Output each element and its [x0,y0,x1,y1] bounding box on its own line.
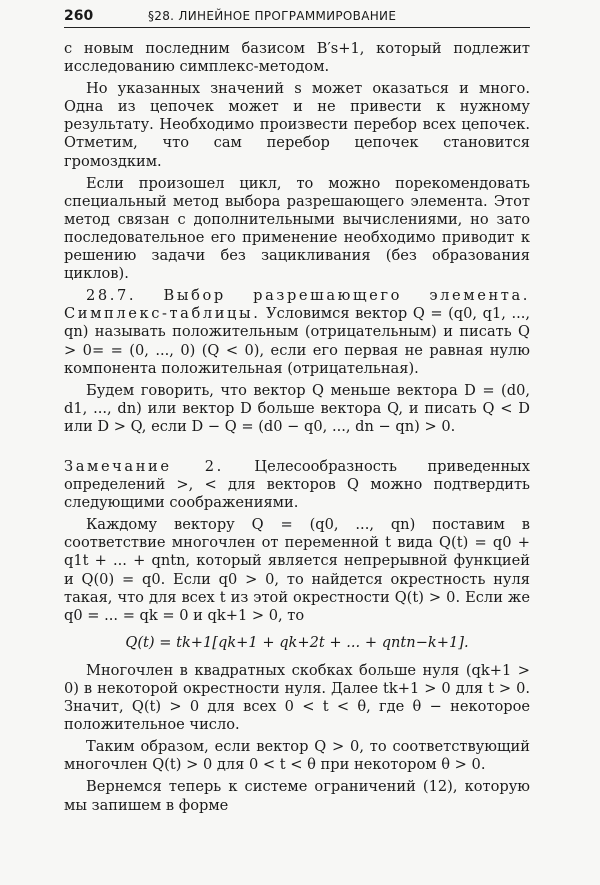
running-head: §28. ЛИНЕЙНОЕ ПРОГРАММИРОВАНИЕ [148,9,397,23]
paragraph-2: Но указанных значений s может оказаться и много. Одна из цепочек может и не привести к нужному результату. Необходимо произвести перебор всех цепочек. Отметим, что сам перебор цепочек становится громоздким. [64,80,530,170]
paragraph-bracket: Многочлен в квадратных скобках больше нуля (qk+1 > 0) в некоторой окрестности нуля. Далее tk+1 > 0 для t > 0. Значит, Q(t) > 0 для всех 0 < t < θ, где θ − некоторое положительное число. [64,661,530,734]
paragraph-polynomial: Каждому вектору Q = (q0, ..., qn) поставим в соответствие многочлен от переменной t вида Q(t) = q0 + q1t + ... + qntn, который является непрерывной функцией и Q(0) = q0. Если q0 > 0, то найдется окрестность нуля такая, что для всех t из этой окрестности Q(t) > 0. Если же q0 = ... = qk = 0 и qk+1 > 0, то [64,516,530,624]
remark-text: Целесообразность приведенных определений >, < для векторов Q можно подтвердить следующими соображениями. [64,457,531,512]
formula-q-t: Q(t) = tk+1[qk+1 + qk+2t + ... + qntn−k+1]. [125,633,469,651]
page-number: 260 [64,8,94,24]
paragraph-conclusion: Таким образом, если вектор Q > 0, то соответствующий многочлен Q(t) > 0 для 0 < t < θ при некотором θ > 0. [64,738,530,774]
page-header [64,7,530,28]
paragraph-3: Если произошел цикл, то можно порекомендовать специальный метод выбора разрешающего элемента. Этот метод связан с дополнительными вычислениями, но зато последовательное его применение необходимо приводит к решению задачи без зацикливания (без образования циклов). [64,174,530,283]
remark-2 [64,458,530,512]
paragraph-vector-order: Будем говорить, что вектор Q меньше вектора D = (d0, d1, ..., dn) или вектор D больше вектора Q, и писать Q < D или D > Q, если D − Q = (d0 − q0, ..., dn − qn) > 0. [64,381,530,435]
section-28-7 [64,287,530,377]
remark-label: Замечание 2. [64,457,224,475]
paragraph-return: Вернемся теперь к системе ограничений (12), которую мы запишем в форме [64,778,530,814]
page-body [64,40,530,815]
paragraph-1: с новым последним базисом B′s+1, который подлежит исследованию симплекс-методом. [64,40,530,76]
section-text: Условимся вектор Q = (q0, q1, ..., qn) называть положительным (отрицательным) и писать Q > 0= = (0, ..., 0) (Q < 0), если его первая не равная нулю компонента положительная (отрицательная). [64,305,531,377]
section-title: 28.7. Выбор разрешающего элемента. Симплекс-таблицы. [64,287,530,323]
